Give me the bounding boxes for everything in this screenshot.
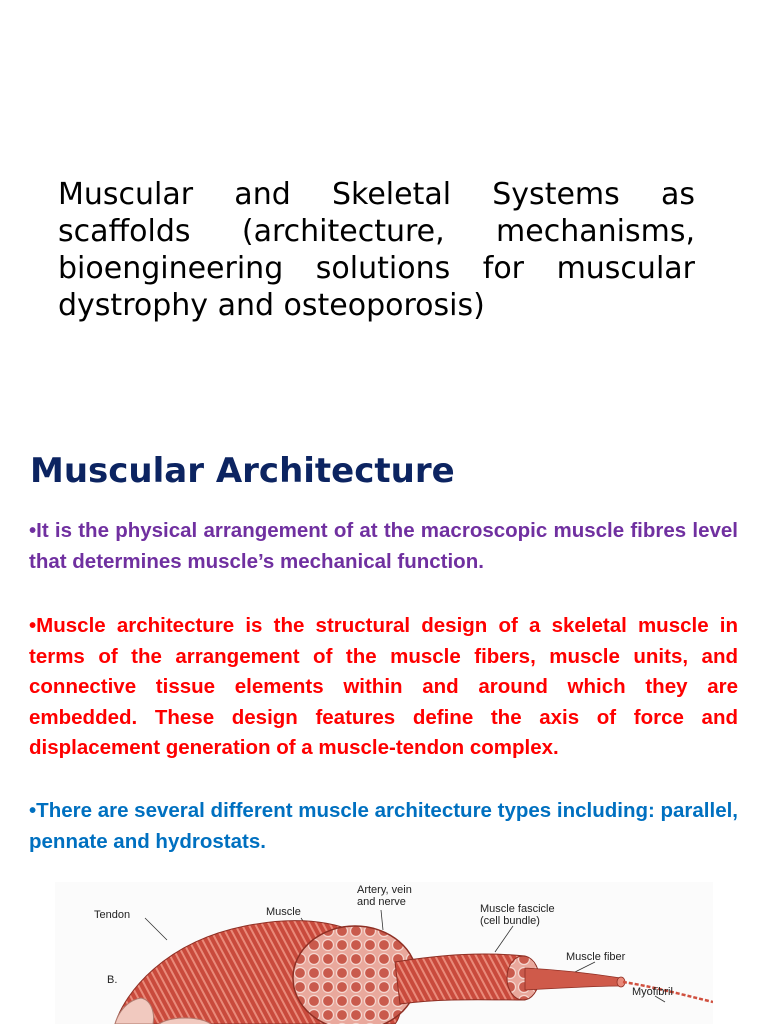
label-myofibril: Myofibril: [632, 986, 673, 998]
label-muscle: Muscle: [266, 906, 301, 918]
slide-title: Muscular and Skeletal Systems as scaffolds (architecture, mechanisms, bioengineering solutions for muscular dystrophy and osteoporosis): [58, 177, 695, 323]
label-artery-vein-nerve: [357, 884, 412, 908]
label-muscle-fiber: Muscle fiber: [566, 951, 626, 963]
label-artery-line1: Artery, vein: [357, 884, 412, 896]
label-tendon: Tendon: [94, 909, 131, 921]
fascicle-shape: [395, 954, 525, 1004]
bullet-architecture-types: •There are several different muscle architecture types including: parallel, pennate and hydrostats.: [29, 799, 738, 853]
label-artery-line2: and nerve: [357, 896, 406, 908]
muscle-fiber-shape: [525, 968, 621, 990]
section-heading: Muscular Architecture: [30, 451, 455, 491]
muscle-structure-figure: [55, 882, 713, 1024]
label-b: B.: [107, 974, 118, 986]
label-muscle-fascicle: [480, 903, 555, 927]
bullet-structural-design: •Muscle architecture is the structural design of a skeletal muscle in terms of the arrangement of the muscle fibers, muscle units, and connective tissue elements within and around which they are embedded. These design features define the axis of force and displacement generation of a muscle-tendon complex.: [29, 614, 738, 759]
bullet-physical-arrangement: •It is the physical arrangement of at the macroscopic muscle fibres level that determines muscle’s mechanical function.: [29, 519, 738, 573]
label-fascicle-line2: (cell bundle): [480, 915, 540, 927]
tendon-shape: [115, 998, 154, 1024]
label-fascicle-line1: Muscle fascicle: [480, 903, 555, 915]
